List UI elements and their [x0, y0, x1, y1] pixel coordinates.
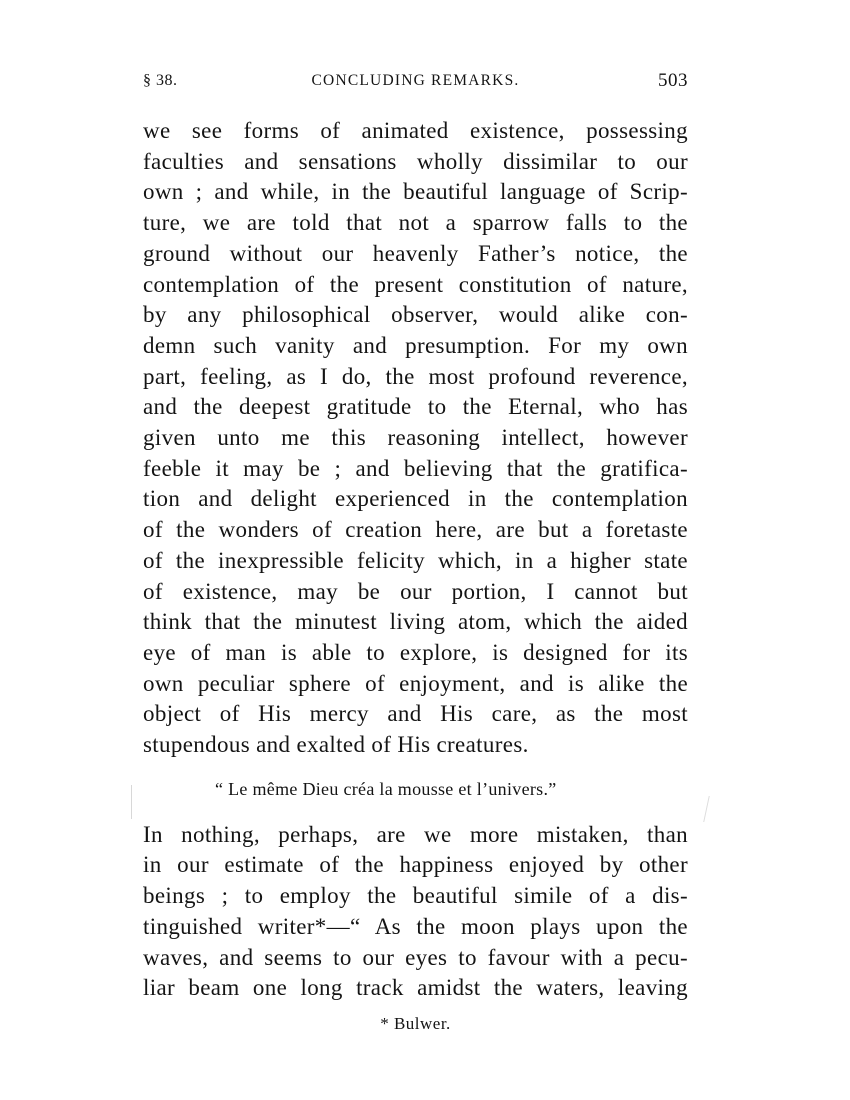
text-line: liar beam one long track amidst the waters, leaving	[143, 975, 688, 1001]
text-line: and the deepest gratitude to the Eternal, who has	[143, 394, 688, 420]
footnote: * Bulwer.	[380, 1013, 451, 1033]
quotation: “ Le même Dieu créa la mousse et l’univers.”	[215, 778, 557, 799]
text-line: own ; and while, in the beautiful language of Scrip-	[143, 179, 688, 205]
text-line: faculties and sensations wholly dissimilar to our	[143, 148, 688, 174]
text-line: own peculiar sphere of enjoyment, and is alike the	[143, 670, 688, 696]
text-line: ground without our heavenly Father’s notice, the	[143, 240, 688, 266]
text-line: contemplation of the present constitution of nature,	[143, 271, 688, 297]
text-line: of existence, may be our portion, I cannot but	[143, 578, 688, 604]
text-line: object of His mercy and His care, as the most	[143, 701, 688, 727]
text-line: In nothing, perhaps, are we more mistaken, than	[143, 821, 688, 847]
text-line: of the wonders of creation here, are but a foretaste	[143, 517, 688, 543]
text-line: waves, and seems to our eyes to favour with a pecu-	[143, 944, 688, 970]
text-line: part, feeling, as I do, the most profound reverence,	[143, 363, 688, 389]
text-line: ture, we are told that not a sparrow falls to the	[143, 210, 688, 236]
book-page	[143, 66, 688, 1034]
text-line: tion and delight experienced in the contemplation	[143, 486, 688, 512]
text-line: feeble it may be ; and believing that the gratifica-	[143, 455, 688, 481]
text-line: of the inexpressible felicity which, in a higher state	[143, 547, 688, 573]
page-number: 503	[658, 70, 688, 91]
text-line: given unto me this reasoning intellect, however	[143, 425, 688, 451]
section-number: § 38.	[143, 72, 178, 89]
text-line: think that the minutest living atom, which the aided	[143, 609, 688, 635]
text-line: beings ; to employ the beautiful simile of a dis-	[143, 883, 688, 909]
running-head	[143, 66, 688, 96]
text-line: by any philosophical observer, would alike con-	[143, 302, 688, 328]
paragraph-2	[143, 820, 688, 1004]
text-line: we see forms of animated existence, possessing	[143, 118, 688, 143]
text-line: demn such vanity and presumption. For my own	[143, 332, 688, 358]
text-line: in our estimate of the happiness enjoyed by other	[143, 852, 688, 878]
text-line: stupendous and exalted of His creatures.	[143, 732, 529, 758]
scan-edge-mark-right	[703, 796, 718, 822]
running-title: CONCLUDING REMARKS.	[311, 72, 520, 89]
paragraph-1	[143, 116, 688, 761]
text-line: eye of man is able to explore, is designed for its	[143, 639, 688, 665]
text-line: tinguished writer*—“ As the moon plays upon the	[143, 913, 688, 939]
scan-edge-mark-left	[131, 785, 132, 819]
